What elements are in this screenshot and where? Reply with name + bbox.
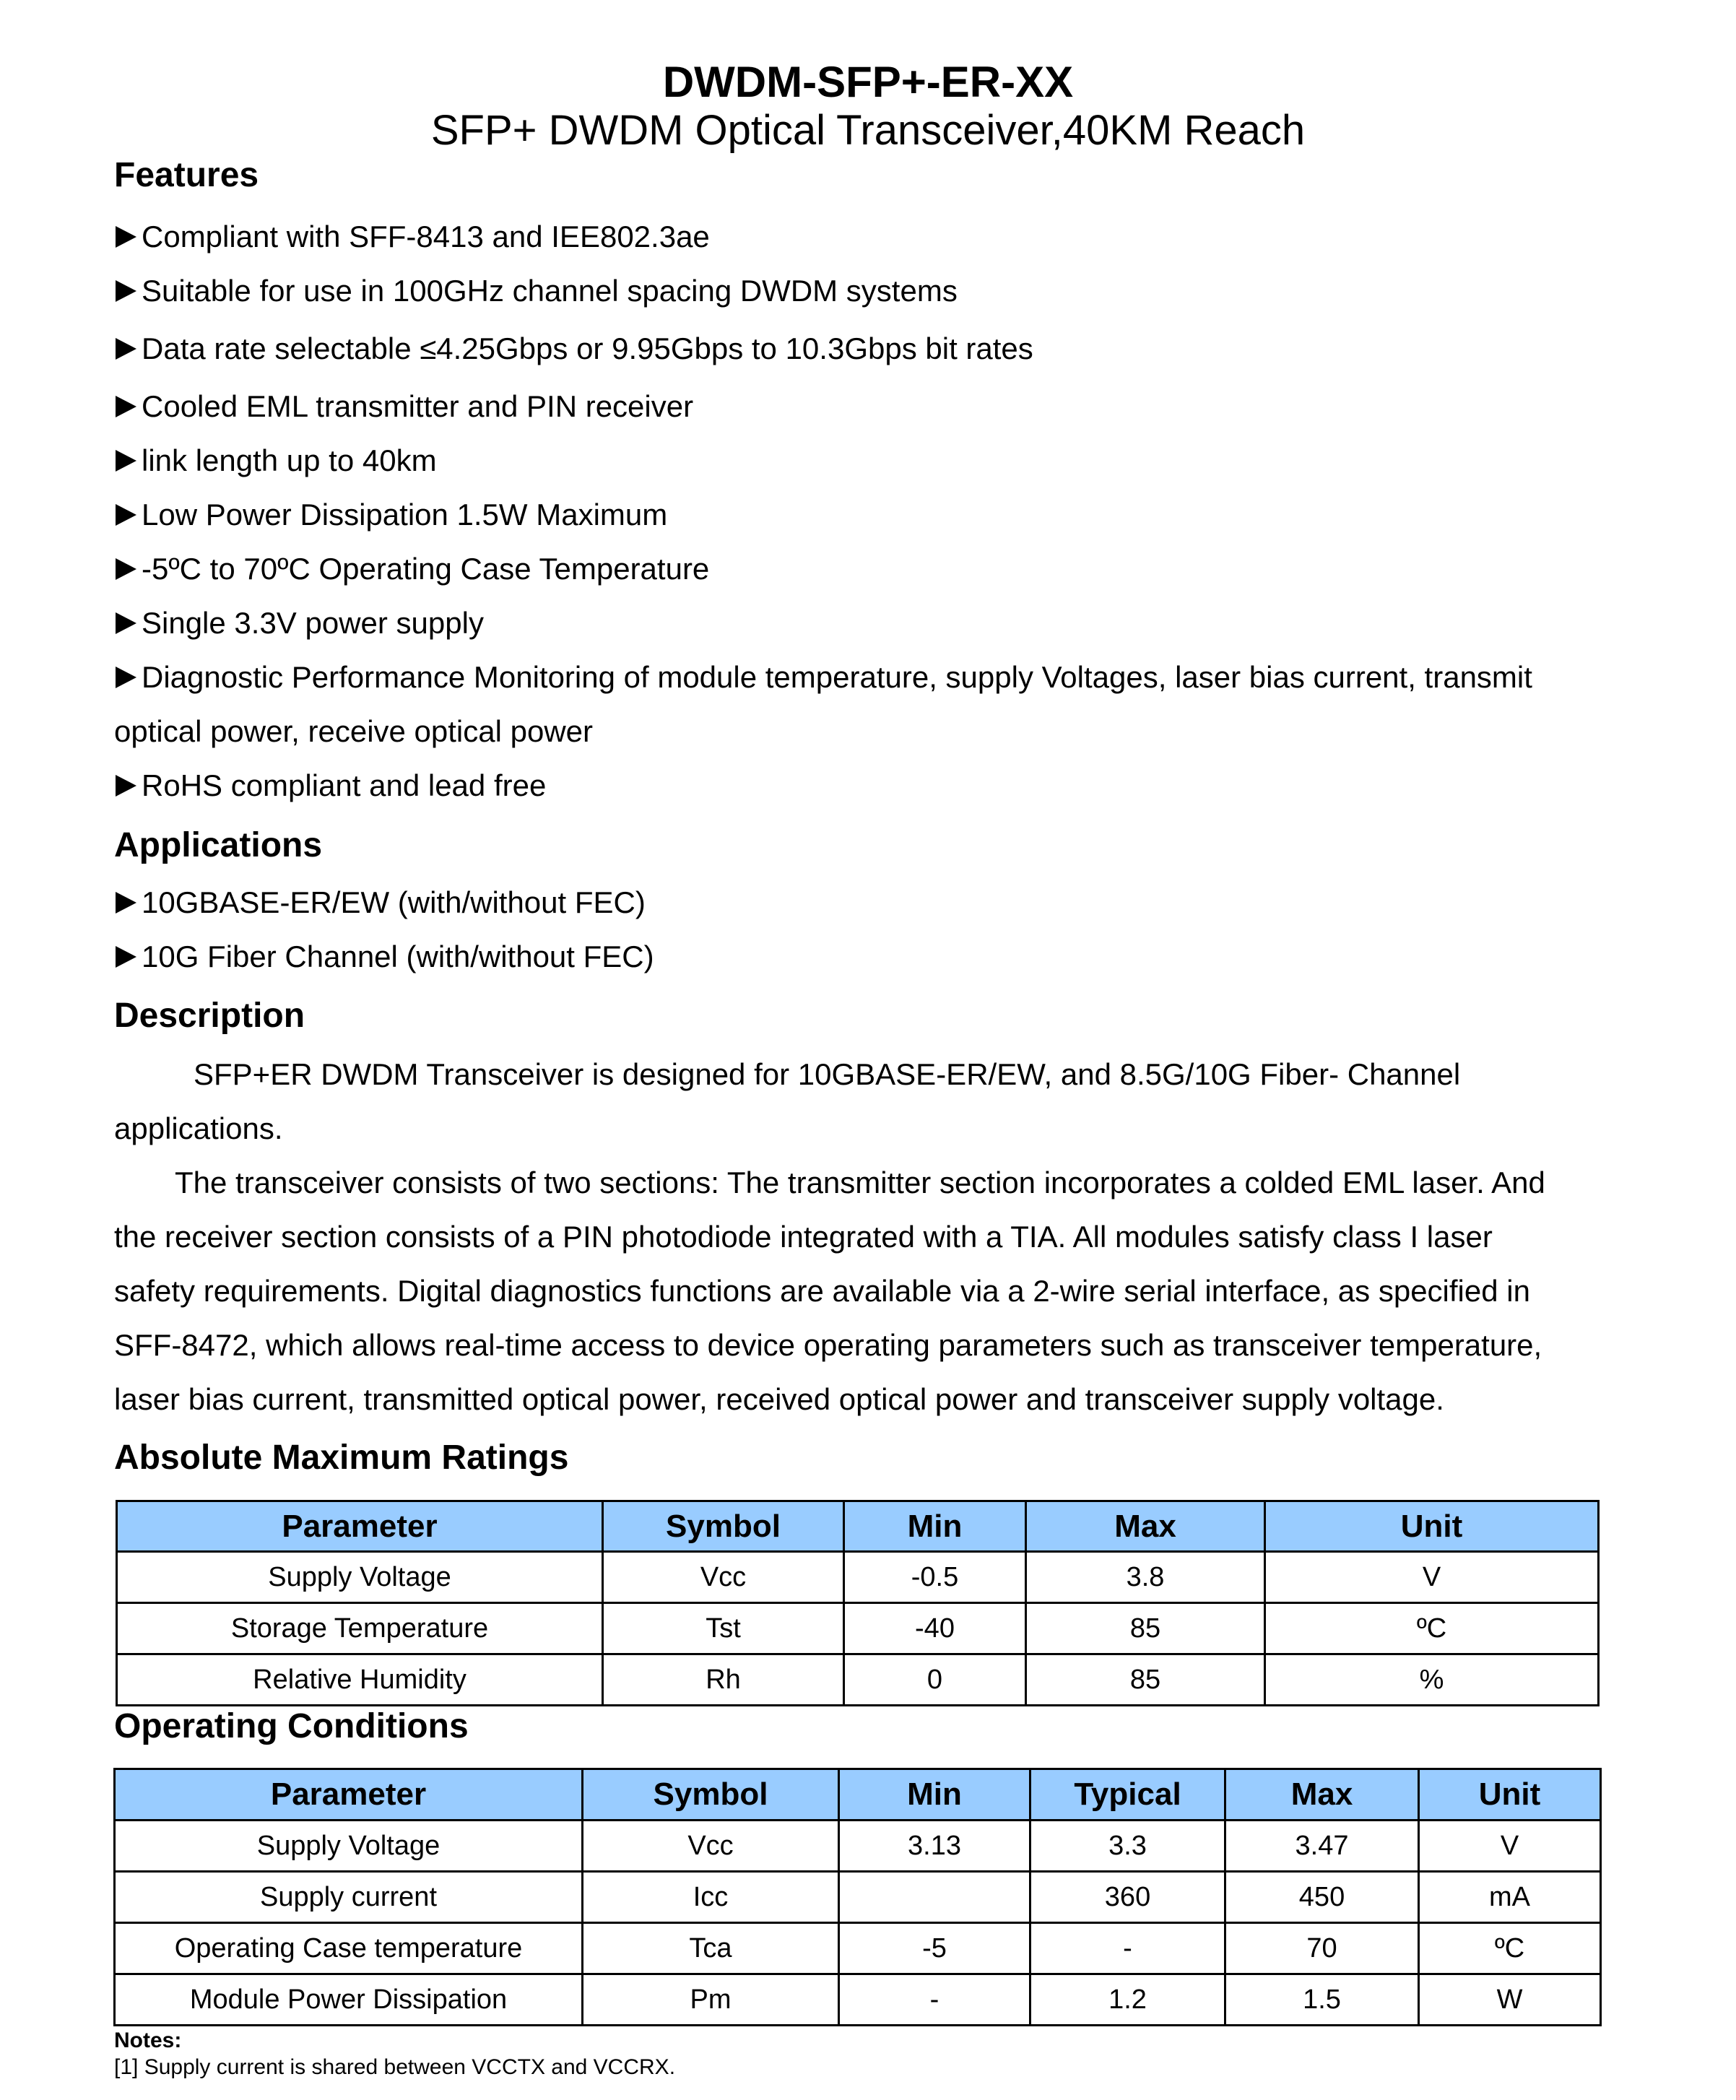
- description-line: safety requirements. Digital diagnostics functions are available via a 2-wire serial interface, as specified in: [114, 1274, 1530, 1308]
- table-cell: 85: [1026, 1654, 1265, 1706]
- table-cell: -: [1030, 1923, 1225, 1974]
- table-row: [117, 1654, 1599, 1706]
- feature-item: Compliant with SFF-8413 and IEE802.3ae: [116, 218, 710, 256]
- column-header: Unit: [1419, 1769, 1601, 1821]
- operating-conditions-table: [113, 1768, 1602, 2026]
- table-cell: Tst: [603, 1603, 844, 1654]
- column-header: Typical: [1030, 1769, 1225, 1821]
- column-header: Unit: [1265, 1501, 1599, 1552]
- table-cell: V: [1265, 1552, 1599, 1603]
- column-header: Min: [839, 1769, 1030, 1821]
- feature-item: link length up to 40km: [116, 442, 437, 480]
- application-item: 10GBASE-ER/EW (with/without FEC): [116, 884, 646, 921]
- table-cell: Icc: [583, 1872, 839, 1923]
- table-cell: 3.47: [1225, 1821, 1419, 1872]
- column-header: Max: [1225, 1769, 1419, 1821]
- applications-heading: Applications: [114, 826, 323, 864]
- notes-title: Notes:: [114, 2029, 182, 2052]
- table-cell: 3.13: [839, 1821, 1030, 1872]
- table-cell: 70: [1225, 1923, 1419, 1974]
- table-row: [115, 1974, 1601, 2026]
- table-row: [115, 1821, 1601, 1872]
- table-cell: Storage Temperature: [117, 1603, 603, 1654]
- bullet-triangle-icon: [116, 667, 136, 688]
- table-cell: %: [1265, 1654, 1599, 1706]
- table-cell: Rh: [603, 1654, 844, 1706]
- description-line: SFF-8472, which allows real-time access to device operating parameters such as transceiver temperature,: [114, 1328, 1542, 1362]
- document-title: DWDM-SFP+-ER-XX: [662, 58, 1074, 106]
- description-line: The transceiver consists of two sections: The transmitter section incorporates a colded EML laser. And: [175, 1166, 1545, 1199]
- table-cell: ºC: [1419, 1923, 1601, 1974]
- bullet-triangle-icon: [116, 226, 136, 248]
- feature-item: RoHS compliant and lead free: [116, 767, 546, 804]
- table-header-row: [117, 1501, 1599, 1552]
- application-item: 10G Fiber Channel (with/without FEC): [116, 938, 654, 976]
- table-cell: Vcc: [603, 1552, 844, 1603]
- features-heading: Features: [114, 156, 259, 194]
- table-cell: Supply Voltage: [115, 1821, 583, 1872]
- feature-item: Data rate selectable ≤4.25Gbps or 9.95Gbps to 10.3Gbps bit rates: [116, 330, 1033, 368]
- column-header: Parameter: [117, 1501, 603, 1552]
- table-cell: -40: [844, 1603, 1026, 1654]
- table-cell: 3.8: [1026, 1552, 1265, 1603]
- bullet-triangle-icon: [116, 892, 136, 914]
- column-header: Parameter: [115, 1769, 583, 1821]
- table-cell: Relative Humidity: [117, 1654, 603, 1706]
- absolute-max-heading: Absolute Maximum Ratings: [114, 1439, 569, 1477]
- table-row: [115, 1872, 1601, 1923]
- table-cell: 1.2: [1030, 1974, 1225, 2026]
- bullet-triangle-icon: [116, 504, 136, 526]
- description-line: laser bias current, transmitted optical power, received optical power and transceiver supply voltage.: [114, 1382, 1444, 1416]
- table-row: [115, 1923, 1601, 1974]
- bullet-triangle-icon: [116, 558, 136, 580]
- table-cell: -0.5: [844, 1552, 1026, 1603]
- bullet-triangle-icon: [116, 280, 136, 302]
- table-cell: W: [1419, 1974, 1601, 2026]
- table-cell: 360: [1030, 1872, 1225, 1923]
- table-cell: Pm: [583, 1974, 839, 2026]
- bullet-triangle-icon: [116, 450, 136, 472]
- column-header: Symbol: [583, 1769, 839, 1821]
- table-cell: V: [1419, 1821, 1601, 1872]
- description-line: SFP+ER DWDM Transceiver is designed for 10GBASE-ER/EW, and 8.5G/10G Fiber- Channel: [194, 1057, 1461, 1091]
- description-line: the receiver section consists of a PIN photodiode integrated with a TIA. All modules satisfy class I laser: [114, 1220, 1493, 1254]
- table-cell: -: [839, 1974, 1030, 2026]
- feature-item: Cooled EML transmitter and PIN receiver: [116, 388, 693, 425]
- note-item: [1] Supply current is shared between VCCTX and VCCRX.: [114, 2055, 676, 2079]
- table-header-row: [115, 1769, 1601, 1821]
- column-header: Max: [1026, 1501, 1265, 1552]
- column-header: Symbol: [603, 1501, 844, 1552]
- feature-item: -5ºC to 70ºC Operating Case Temperature: [116, 550, 709, 588]
- table-cell: 85: [1026, 1603, 1265, 1654]
- table-cell: ºC: [1265, 1603, 1599, 1654]
- feature-item: Single 3.3V power supply: [116, 604, 484, 642]
- bullet-triangle-icon: [116, 775, 136, 797]
- table-cell: Vcc: [583, 1821, 839, 1872]
- absolute-max-table: [116, 1500, 1600, 1706]
- table-cell: [839, 1872, 1030, 1923]
- feature-item: Diagnostic Performance Monitoring of module temperature, supply Voltages, laser bias current, transmit: [116, 659, 1532, 696]
- feature-item: Suitable for use in 100GHz channel spacing DWDM systems: [116, 272, 958, 310]
- document-subtitle: SFP+ DWDM Optical Transceiver,40KM Reach: [430, 107, 1306, 154]
- operating-conditions-heading: Operating Conditions: [114, 1707, 469, 1745]
- column-header: Min: [844, 1501, 1026, 1552]
- description-line: applications.: [114, 1111, 283, 1145]
- table-cell: Supply current: [115, 1872, 583, 1923]
- table-cell: Operating Case temperature: [115, 1923, 583, 1974]
- table-cell: 1.5: [1225, 1974, 1419, 2026]
- bullet-triangle-icon: [116, 338, 136, 360]
- table-cell: Module Power Dissipation: [115, 1974, 583, 2026]
- table-cell: 3.3: [1030, 1821, 1225, 1872]
- feature-item: Low Power Dissipation 1.5W Maximum: [116, 496, 667, 534]
- table-cell: 0: [844, 1654, 1026, 1706]
- table-cell: 450: [1225, 1872, 1419, 1923]
- description-heading: Description: [114, 997, 305, 1035]
- bullet-triangle-icon: [116, 396, 136, 417]
- feature-item-continuation: optical power, receive optical power: [114, 714, 594, 748]
- table-row: [117, 1552, 1599, 1603]
- table-cell: Tca: [583, 1923, 839, 1974]
- table-cell: mA: [1419, 1872, 1601, 1923]
- bullet-triangle-icon: [116, 946, 136, 968]
- table-cell: Supply Voltage: [117, 1552, 603, 1603]
- table-row: [117, 1603, 1599, 1654]
- bullet-triangle-icon: [116, 612, 136, 634]
- table-cell: -5: [839, 1923, 1030, 1974]
